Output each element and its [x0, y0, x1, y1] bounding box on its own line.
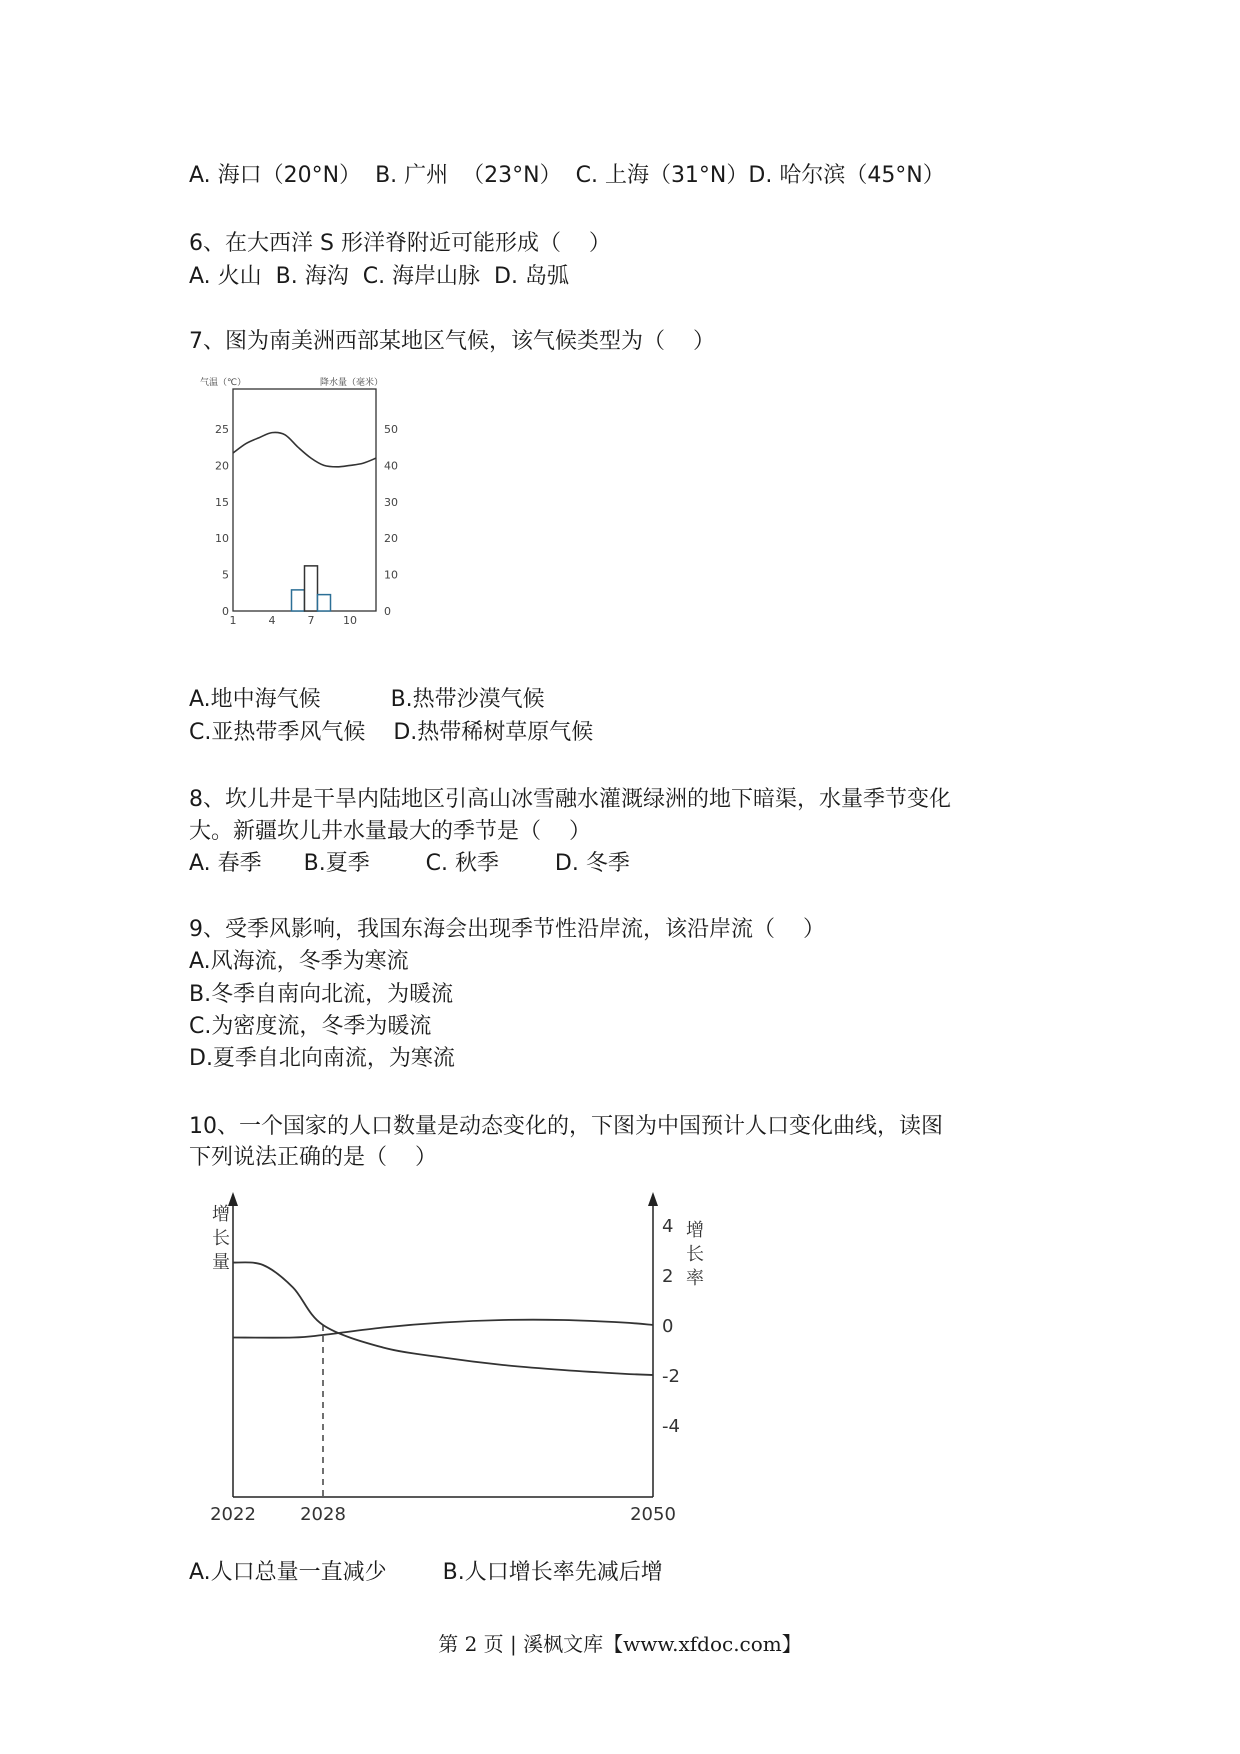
climate-x-ticks — [230, 614, 358, 627]
rate-tick-label: 0 — [662, 1316, 674, 1337]
x-tick-label: 7 — [307, 614, 315, 627]
population-right-ticks — [662, 1216, 680, 1437]
population-x-ticks — [210, 1504, 676, 1525]
climate-chart — [195, 370, 405, 625]
right-tick-label: 50 — [384, 423, 398, 436]
precipitation-bar — [318, 595, 331, 611]
left-tick-label: 25 — [215, 423, 229, 436]
left-tick-label: 20 — [215, 459, 229, 473]
q5-options: A. 海口（20°N） B. 广州 （23°N） C. 上海（31°N）D. 哈尔滨（45°N） — [189, 163, 945, 188]
q10-stem-line2: 下列说法正确的是（ ） — [189, 1145, 437, 1170]
x-tick-label: 10 — [343, 614, 357, 627]
q10-stem-line1: 10、一个国家的人口数量是动态变化的，下图为中国预计人口变化曲线，读图 — [189, 1114, 943, 1139]
q8-stem-line2: 大。新疆坎儿井水量最大的季节是（ ） — [189, 819, 591, 844]
rate-tick-label: -2 — [662, 1366, 680, 1387]
population-chart — [195, 1185, 704, 1525]
left-tick-label: 15 — [215, 495, 229, 509]
right-tick-label: 10 — [384, 568, 398, 582]
rate-tick-label: -4 — [662, 1416, 680, 1437]
right-axis-arrow — [648, 1192, 658, 1206]
population-left-axis-label: 增长量 — [212, 1204, 230, 1273]
left-tick-label: 10 — [215, 532, 229, 546]
q9-option-c: C.为密度流，冬季为暖流 — [189, 1014, 432, 1039]
left-tick-label: 5 — [222, 568, 229, 582]
population-curve-2 — [233, 1320, 653, 1338]
climate-right-ticks — [384, 423, 398, 618]
page-footer: 第 2 页 | 溪枫文库【www.xfdoc.com】 — [438, 1632, 802, 1656]
precipitation-bars — [292, 566, 331, 611]
q7-options-ab: A.地中海气候 B.热带沙漠气候 — [189, 687, 545, 712]
q9-option-b: B.冬季自南向北流，为暖流 — [189, 982, 454, 1007]
x-tick-label: 4 — [268, 614, 276, 627]
right-tick-label: 20 — [384, 532, 398, 546]
precipitation-bar — [305, 566, 318, 611]
q9-option-a: A.风海流，冬季为寒流 — [189, 949, 409, 974]
population-curves — [233, 1262, 653, 1375]
q9-stem: 9、受季风影响，我国东海会出现季节性沿岸流，该沿岸流（ ） — [189, 917, 825, 942]
right-tick-label: 0 — [384, 605, 391, 618]
climate-left-ticks — [215, 423, 229, 618]
year-tick-label: 2050 — [630, 1504, 676, 1525]
rate-tick-label: 4 — [662, 1216, 674, 1237]
year-tick-label: 2022 — [210, 1504, 256, 1525]
q8-options: A. 春季 B.夏季 C. 秋季 D. 冬季 — [189, 851, 630, 876]
right-tick-label: 30 — [384, 495, 398, 509]
temperature-curve — [233, 432, 376, 466]
q9-option-d: D.夏季自北向南流，为寒流 — [189, 1046, 455, 1071]
q8-stem-line1: 8、坎儿井是干旱内陆地区引高山冰雪融水灌溉绿洲的地下暗渠，水量季节变化 — [189, 787, 951, 812]
q6-options: A. 火山 B. 海沟 C. 海岸山脉 D. 岛弧 — [189, 264, 569, 289]
precipitation-bar — [292, 590, 305, 611]
year-tick-label: 2028 — [300, 1504, 346, 1525]
rate-tick-label: 2 — [662, 1266, 674, 1287]
climate-right-axis-label: 降水量（毫米） — [320, 378, 384, 388]
q7-options-cd: C.亚热带季风气候 D.热带稀树草原气候 — [189, 720, 594, 745]
x-tick-label: 1 — [229, 614, 237, 627]
left-tick-label: 0 — [222, 605, 229, 618]
climate-left-axis-label: 气温（℃） — [200, 378, 247, 388]
population-right-axis-label: 增长率 — [686, 1220, 704, 1289]
q10-options-ab: A.人口总量一直减少 B.人口增长率先减后增 — [189, 1560, 663, 1585]
population-curve-1 — [233, 1262, 653, 1375]
q7-stem: 7、图为南美洲西部某地区气候，该气候类型为（ ） — [189, 329, 715, 354]
right-tick-label: 40 — [384, 459, 398, 473]
q6-stem: 6、在大西洋 S 形洋脊附近可能形成（ ） — [189, 231, 611, 256]
